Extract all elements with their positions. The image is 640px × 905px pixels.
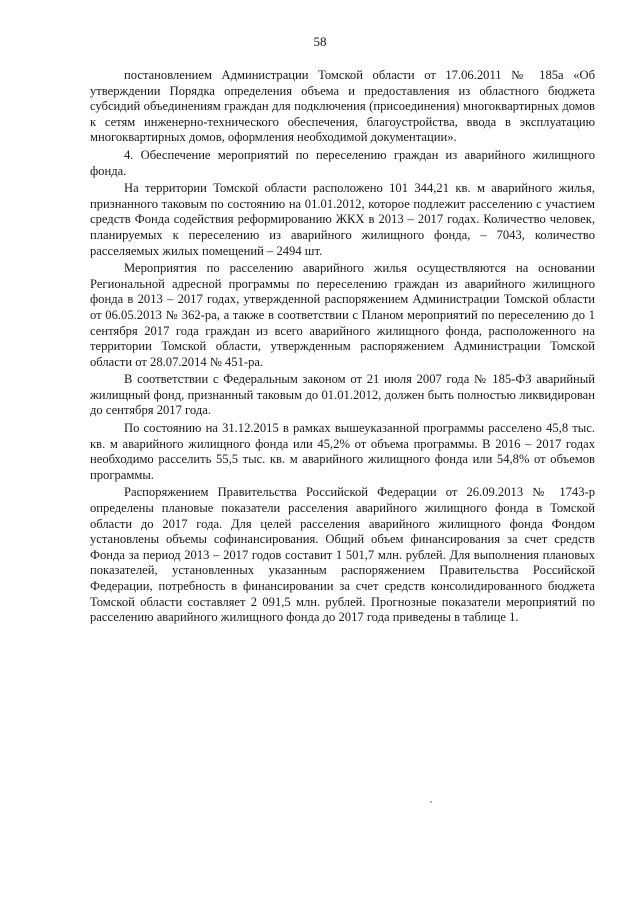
page-number: 58 (313, 34, 327, 49)
section-heading-4: 4. Обеспечение мероприятий по переселению граждан из аварийного жилищного фонда. (90, 147, 595, 178)
paragraph-government-order: Распоряжением Правительства Российской Федерации от 26.09.2013 № 1743-р определены плановые показатели расселения аварийного жилищного фонда в Томской области до 2017 года. Для целей расселения аварийного жилищного фонда Фондом установлены объемы софинансирования. Общий объем финансирования за счет средств Фонда за период 2013 – 2017 годов составит 1 501,7 млн. рублей. Для выполнения плановых показателей, установленных указанным распоряжением Правительства Российской Федерации, потребность в финансировании за счет средств консолидированного бюджета Томской области составляет 2 091,5 млн. рублей. Прогнозные показатели мероприятий по расселению аварийного жилищного фонда до 2017 года приведены в таблице 1. (90, 485, 595, 625)
paragraph-continuation: постановлением Администрации Томской области от 17.06.2011 № 185а «Об утверждении Порядка определения объема и предоставления из областного бюджета субсидий объединениям граждан для подключения (присоединения) многоквартирных домов к сетям инженерно-технического обеспечения, благоустройства, ввода в эксплуатацию многоквартирных домов, оформления необходимой документации». (90, 68, 595, 145)
document-body (90, 68, 595, 626)
paragraph-federal-law: В соответствии с Федеральным законом от 21 июля 2007 года № 185-ФЗ аварийный жилищный фонд, признанный таковым до 01.01.2012, должен быть полностью ликвидирован до сентября 2017 года. (90, 372, 595, 418)
scan-artifact (430, 801, 432, 803)
paragraph-status-2015: По состоянию на 31.12.2015 в рамках вышеуказанной программы расселено 45,8 тыс. кв. м аварийного жилищного фонда или 45,2% от объема программы. В 2016 – 2017 годах необходимо расселить 55,5 тыс. кв. м аварийного жилищного фонда или 54,8% от объемов программы. (90, 421, 595, 482)
paragraph-housing-stock: На территории Томской области расположено 101 344,21 кв. м аварийного жилья, признанного таковым по состоянию на 01.01.2012, которое подлежит расселению с участием средств Фонда содействия реформированию ЖКХ в 2013 – 2017 годах. Количество человек, планируемых к переселению из аварийного жилищного фонда, – 7043, количество расселяемых жилых помещений – 2494 шт. (90, 181, 595, 258)
paragraph-regional-program: Мероприятия по расселению аварийного жилья осуществляются на основании Региональной адресной программы по переселению граждан из аварийного жилищного фонда в 2013 – 2017 годах, утвержденной распоряжением Администрации Томской области от 06.05.2013 № 362-ра, а также в соответствии с Планом мероприятий по переселению до 1 сентября 2017 года граждан из всего аварийного жилищного фонда, расположенного на территории Томской области, утвержденным распоряжением Администрации Томской области от 28.07.2014 № 451-ра. (90, 261, 595, 369)
